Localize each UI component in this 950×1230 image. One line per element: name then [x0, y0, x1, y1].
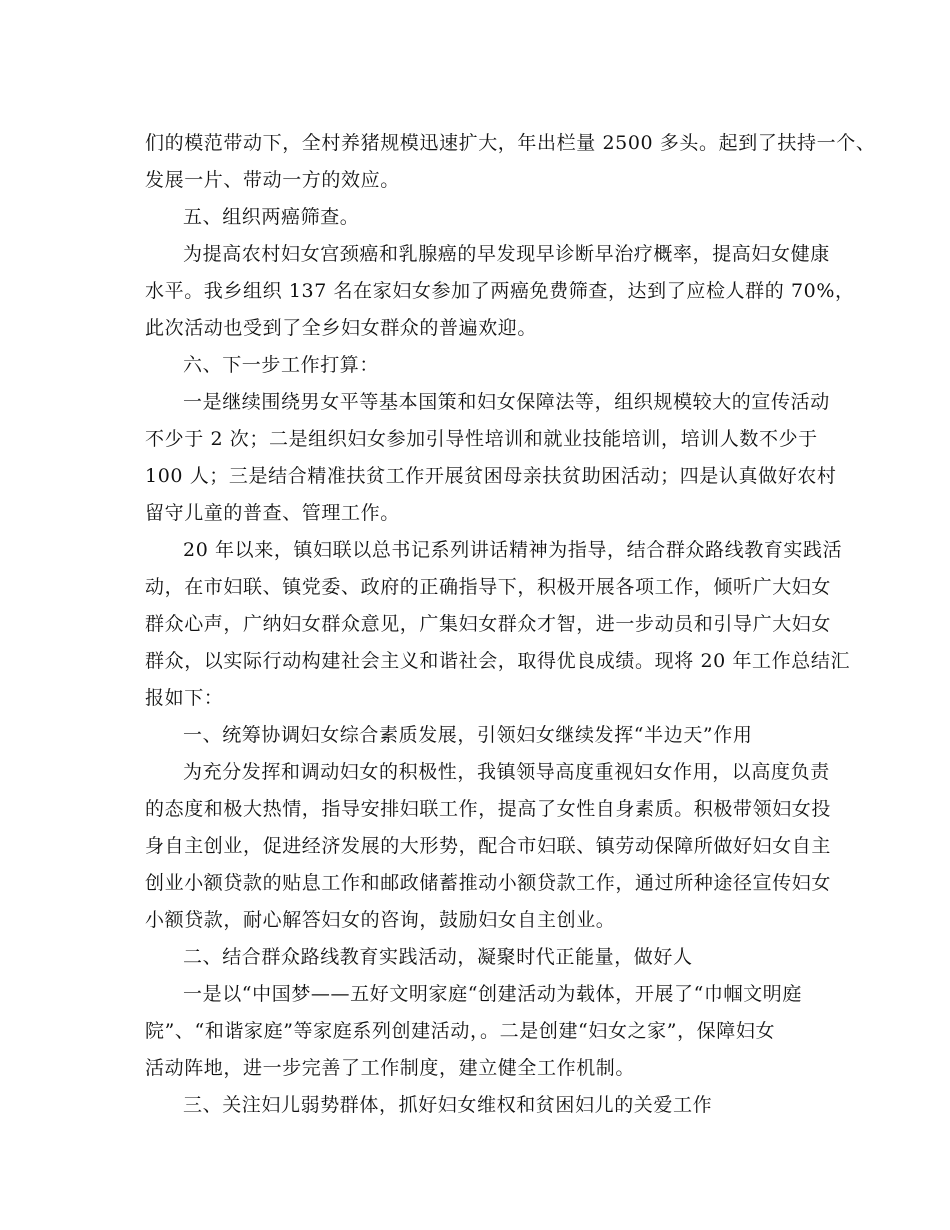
- text-line: 们的模范带动下，全村养猪规模迅速扩大，年出栏量 2500 多头。起到了扶持一个、: [145, 132, 876, 154]
- text-line: 发展一片、带动一方的效应。: [145, 169, 400, 191]
- text-line: 动，在市妇联、镇党委、政府的正确指导下，积极开展各项工作，倾听广大妇女: [145, 576, 832, 598]
- section-heading: 一、统筹协调妇女综合素质发展，引领妇女继续发挥“半边天”作用: [183, 724, 753, 746]
- text-line: 100 人；三是结合精准扶贫工作开展贫困母亲扶贫助困活动；四是认真做好农村: [145, 465, 837, 487]
- section-heading: 五、组织两癌筛查。: [183, 206, 360, 228]
- text-line: 为充分发挥和调动妇女的积极性，我镇领导高度重视妇女作用，以高度负责: [183, 761, 830, 783]
- text-line: 为提高农村妇女宫颈癌和乳腺癌的早发现早诊断早治疗概率，提高妇女健康: [183, 243, 830, 265]
- text-line: 活动阵地，进一步完善了工作制度，建立健全工作机制。: [145, 1057, 636, 1079]
- text-line: 此次活动也受到了全乡妇女群众的普遍欢迎。: [145, 317, 538, 339]
- text-line: 20 年以来，镇妇联以总书记系列讲话精神为指导，结合群众路线教育实践活: [183, 539, 843, 561]
- section-heading: 六、下一步工作打算：: [183, 354, 380, 376]
- section-heading: 三、关注妇儿弱势群体，抓好妇女维权和贫困妇儿的关爱工作: [183, 1094, 713, 1116]
- text-line: 一是以“中国梦——五好文明家庭“创建活动为载体，开展了“巾帼文明庭: [183, 983, 802, 1005]
- text-line: 的态度和极大热情，指导安排妇联工作，提高了女性自身素质。积极带领妇女投: [145, 798, 832, 820]
- section-heading: 二、结合群众路线教育实践活动，凝聚时代正能量，做好人: [183, 946, 693, 968]
- text-line: 身自主创业，促进经济发展的大形势，配合市妇联、镇劳动保障所做好妇女自主: [145, 835, 832, 857]
- text-line: 群众心声，广纳妇女群众意见，广集妇女群众才智，进一步动员和引导广大妇女: [145, 613, 832, 635]
- text-line: 一是继续围绕男女平等基本国策和妇女保障法等，组织规模较大的宣传活动: [183, 391, 830, 413]
- text-line: 不少于 2 次；二是组织妇女参加引导性培训和就业技能培训，培训人数不少于: [145, 428, 818, 450]
- text-line: 群众，以实际行动构建社会主义和谐社会，取得优良成绩。现将 20 年工作总结汇: [145, 650, 851, 672]
- text-line: 报如下：: [145, 687, 224, 709]
- text-line: 小额贷款，耐心解答妇女的咨询，鼓励妇女自主创业。: [145, 909, 616, 931]
- text-line: 院”、“和谐家庭”等家庭系列创建活动，。二是创建“妇女之家”，保障妇女: [145, 1020, 776, 1042]
- text-line: 水平。我乡组织 137 名在家妇女参加了两癌免费筛查，达到了应检人群的 70%，: [145, 280, 855, 302]
- text-line: 留守儿童的普查、管理工作。: [145, 502, 400, 524]
- text-line: 创业小额贷款的贴息工作和邮政储蓄推动小额贷款工作，通过所种途径宣传妇女: [145, 872, 832, 894]
